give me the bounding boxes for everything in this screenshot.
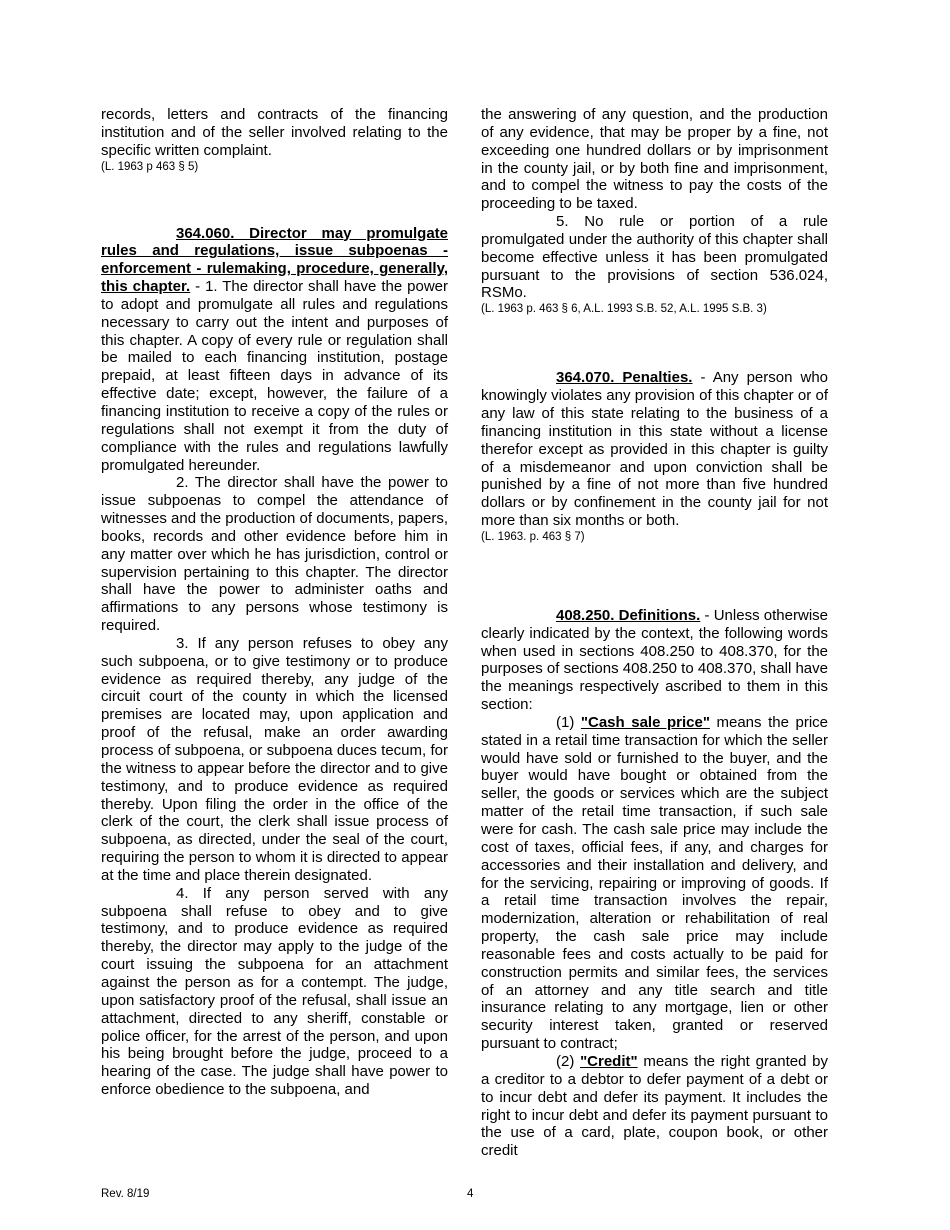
section-heading: 364.070. Penalties. bbox=[556, 369, 693, 387]
page-number: 4 bbox=[467, 1188, 474, 1200]
section-heading: 364.060. Director may promulgate rules and regulations, issue subpoenas - enforcement - rulemaking, procedure, generally, this chapter. bbox=[101, 224, 448, 296]
paragraph-text: - Any person who knowingly violates any provision of this chapter or of any law of this state relating to the business of a financing institution in this state without a license therefor except as provided in this chapter is guilty of a misdemeanor and upon conviction shall be punished by a fine of not more than five hundred dollars or by confinement in the county jail for not more than six months or both. bbox=[481, 369, 828, 530]
section-gap bbox=[481, 317, 828, 369]
section-gap bbox=[101, 175, 448, 225]
section-364-060-para-1 bbox=[101, 225, 448, 475]
definition-text: means the right granted by a creditor to a debtor to defer payment of a debt or to incur debt and defer its payment. It includes the right to incur debt and defer its payment pursuant to the use of a card, plate, coupon book, or other credit bbox=[481, 1052, 829, 1160]
history-note: (L. 1963 p 463 § 5) bbox=[101, 160, 199, 173]
history-note: (L. 1963 p. 463 § 6, A.L. 1993 S.B. 52, A.L. 1995 S.B. 3) bbox=[481, 303, 767, 316]
defined-term: "Cash sale price" bbox=[580, 713, 710, 731]
definition-text: means the price stated in a retail time transaction for which the seller would have sold or furnished to the buyer, and the buyer would have bought or obtained from the seller, the goods or services which are the subject matter of the retail time transaction, if such sale were for cash. The cash sale price may include the cost of taxes, official fees, if any, and charges for accessories and their installation and delivery, and for the servicing, repairing or improving of goods. If a retail time transaction involves the repair, modernization, alteration or rehabilitation of real property, the cash sale price may include reasonable fees and costs actually to be paid for construction permits and similar fees, the services of an attorney and any title search and title insurance relating to any mortgage, lien or other security interest taken, granted or reserved pursuant to contract; bbox=[481, 713, 828, 1053]
section-gap bbox=[481, 545, 828, 607]
section-364-060-para-5: 5. No rule or portion of a rule promulgated under the authority of this chapter shall become effective unless it has been promulgated pursuant to the provisions of section 536.024, RSMo. bbox=[481, 213, 828, 302]
section-364-060-para-2: 2. The director shall have the power to issue subpoenas to compel the attendance of witnesses and the production of documents, papers, books, records and other evidence before him in any matter over which he has jurisdiction, control or supervision pertaining to this chapter. The director shall have the power to administer oaths and affirmations to any persons whose testimony is required. bbox=[101, 474, 448, 635]
definition-credit bbox=[481, 1053, 828, 1160]
definition-number: (1) bbox=[556, 713, 581, 731]
section-364-060-para-3: 3. If any person refuses to obey any such subpoena, or to give testimony or to produce evidence as required thereby, any judge of the circuit court of the county in which the licensed premises are located may, upon application and proof of the refusal, make an order awarding process of subpoena, or subpoena duces tecum, for the witness to appear before the director and to give testimony, and to produce evidence as required thereby. Upon filing the order in the office of the clerk of the court, the clerk shall issue process of subpoena, as directed, under the seal of the court, requiring the person to whom it is directed to appear at the time and place therein designated. bbox=[101, 634, 448, 884]
defined-term: "Credit" bbox=[580, 1052, 638, 1070]
history-note: (L. 1963. p. 463 § 7) bbox=[481, 530, 585, 543]
section-408-250 bbox=[481, 607, 828, 714]
paragraph-text: - 1. The director shall have the power to adopt and promulgate all rules and regulations necessary to carry out the intent and purposes of this chapter. A copy of every rule or regulation shall be mailed to each financing institution, postage prepaid, at least fifteen days in advance of its effective date; except, however, the failure of a financing institution to receive a copy of the rules or regulations shall not exempt it from the duty of compliance with the rules and regulations lawfully promulgated hereunder. bbox=[101, 278, 448, 474]
continued-text: records, letters and contracts of the financing institution and of the seller involved relating to the specific written complaint. bbox=[101, 106, 448, 159]
section-heading: 408.250. Definitions. bbox=[556, 606, 701, 624]
definition-number: (2) bbox=[556, 1052, 581, 1070]
section-364-060-para-4: 4. If any person served with any subpoena shall refuse to obey and to give testimony, and to produce evidence as required thereby, the director may apply to the judge of the court issuing the subpoena for an attachment against the person as for a contempt. The judge, upon satisfactory proof of the refusal, shall issue an attachment, directed to any sheriff, constable or police officer, for the arrest of the person, and upon his being brought before the judge, proceed to a hearing of the case. The judge shall have power to enforce obedience to the subpoena, and bbox=[101, 884, 448, 1099]
continued-text: the answering of any question, and the production of any evidence, that may be proper by a fine, not exceeding one hundred dollars or by imprisonment in the county jail, or by both fine and imprisonment, and to compel the witness to pay the costs of the proceeding to be taxed. bbox=[481, 106, 828, 213]
left-column bbox=[101, 106, 448, 1099]
definition-cash-sale-price bbox=[481, 714, 828, 1053]
right-column bbox=[481, 106, 828, 1160]
section-364-070 bbox=[481, 369, 828, 530]
revision-date: Rev. 8/19 bbox=[101, 1188, 150, 1200]
paragraph-text: - Unless otherwise clearly indicated by the context, the following words when used in sections 408.250 to 408.370, for the purposes of sections 408.250 to 408.370, shall have the meanings respectively ascribed to them in this section: bbox=[481, 606, 828, 714]
